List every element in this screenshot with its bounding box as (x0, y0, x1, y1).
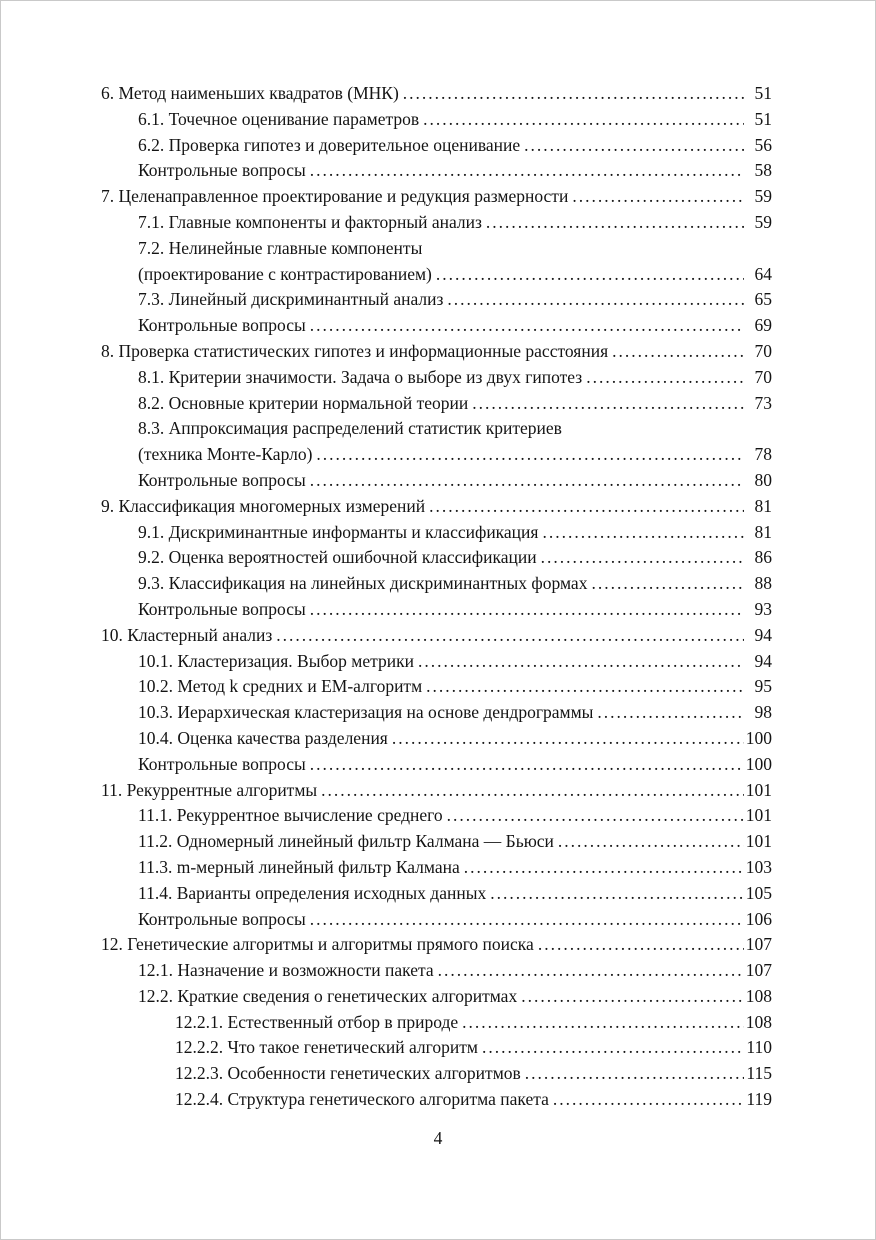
toc-entry (101, 674, 772, 700)
toc-leader-dots (554, 829, 744, 855)
toc-entry-page: 51 (754, 108, 772, 129)
toc-entry (101, 726, 772, 752)
toc-entry-title: 9.3. Классификация на линейных дискриминантных формах (138, 573, 588, 594)
toc-entry-page: 106 (745, 908, 772, 929)
toc-entry-title: 7.3. Линейный дискриминантный анализ (138, 289, 444, 310)
toc-leader-dots (520, 133, 744, 159)
toc-entry-page: 100 (745, 753, 772, 774)
toc-entry (101, 932, 772, 958)
toc-leader-dots (593, 700, 744, 726)
toc-leader-dots (306, 468, 744, 494)
toc-entry-title: (техника Монте-Карло) (138, 444, 313, 465)
toc-leader-dots (422, 674, 744, 700)
toc-entry-title: 7.2. Нелинейные главные компоненты (138, 237, 423, 258)
toc-leader-dots (537, 545, 744, 571)
toc-leader-dots (468, 391, 744, 417)
toc-entry-title: 10.4. Оценка качества разделения (138, 727, 388, 748)
toc-entry-page: 81 (754, 521, 772, 542)
toc-entry (101, 468, 772, 494)
toc-entry-title: 11. Рекуррентные алгоритмы (101, 779, 318, 800)
toc-entry (101, 184, 772, 210)
toc-leader-dots (272, 623, 744, 649)
toc-entry-page: 108 (745, 1011, 772, 1032)
toc-entry-page: 108 (745, 985, 772, 1006)
toc-leader-dots (443, 287, 744, 313)
toc-entry (101, 262, 772, 288)
toc-leader-dots (306, 313, 744, 339)
toc-leader-dots (458, 1010, 744, 1036)
toc-entry-title: 7.1. Главные компоненты и факторный анализ (138, 211, 482, 232)
toc-entry-page: 58 (754, 160, 772, 181)
toc-list (1, 1, 875, 1113)
toc-entry-page: 95 (754, 676, 772, 697)
toc-entry (101, 391, 772, 417)
toc-leader-dots (538, 520, 744, 546)
toc-entry-title: 6. Метод наименьших квадратов (МНК) (101, 83, 399, 103)
toc-entry (101, 700, 772, 726)
toc-entry (101, 133, 772, 159)
toc-entry (101, 494, 772, 520)
toc-entry (101, 313, 772, 339)
toc-entry (101, 984, 772, 1010)
toc-entry-page: 103 (745, 856, 772, 877)
toc-leader-dots (517, 984, 744, 1010)
toc-entry-title: 11.1. Рекуррентное вычисление среднего (138, 805, 443, 826)
toc-entry (101, 855, 772, 881)
toc-entry-title: 8.3. Аппроксимация распределений статистик критериев (138, 418, 562, 439)
toc-entry (101, 907, 772, 933)
toc-entry-page: 59 (754, 211, 772, 232)
toc-entry (101, 442, 772, 468)
toc-entry-title: 10.2. Метод k средних и EM-алгоритм (138, 676, 423, 697)
toc-entry (101, 365, 772, 391)
toc-entry (101, 158, 772, 184)
toc-entry-page: 69 (754, 315, 772, 336)
toc-entry-title: Контрольные вопросы (138, 598, 306, 619)
toc-entry-page: 93 (754, 598, 772, 619)
toc-entry-page: 105 (745, 882, 772, 903)
toc-entry-page: 81 (754, 495, 772, 516)
toc-entry (101, 107, 772, 133)
toc-entry (101, 339, 772, 365)
toc-entry-page: 101 (745, 779, 772, 800)
toc-entry-title: 8. Проверка статистических гипотез и информационные расстояния (101, 340, 609, 361)
page-footer (1, 1125, 875, 1151)
toc-leader-dots (587, 571, 744, 597)
toc-entry-page: 73 (754, 392, 772, 413)
toc-entry-title: Контрольные вопросы (138, 160, 306, 181)
toc-leader-dots (549, 1087, 744, 1113)
toc-leader-dots (486, 881, 744, 907)
toc-leader-dots (317, 778, 744, 804)
toc-entry (101, 958, 772, 984)
toc-entry (101, 1035, 772, 1061)
toc-entry-title: 10. Кластерный анализ (101, 624, 273, 645)
toc-entry-page: 64 (754, 263, 772, 284)
toc-entry-page: 70 (754, 340, 772, 361)
toc-leader-dots (306, 907, 744, 933)
toc-entry-title: Контрольные вопросы (138, 753, 306, 774)
toc-entry (101, 881, 772, 907)
toc-leader-dots (482, 210, 744, 236)
toc-entry-title: 12.2. Краткие сведения о генетических алгоритмах (138, 985, 518, 1006)
toc-leader-dots (521, 1061, 744, 1087)
toc-entry-title: 7. Целенаправленное проектирование и редукция размерности (101, 186, 569, 207)
toc-entry-page: 88 (754, 573, 772, 594)
toc-entry-page: 101 (745, 831, 772, 852)
toc-entry-page: 94 (754, 624, 772, 645)
toc-entry (101, 597, 772, 623)
toc-entry-page: 110 (746, 1037, 772, 1058)
toc-entry (101, 571, 772, 597)
toc-entry-page: 56 (754, 134, 772, 155)
toc-entry (101, 287, 772, 313)
toc-entry-title: 12. Генетические алгоритмы и алгоритмы прямого поиска (101, 934, 534, 955)
toc-entry (101, 1087, 772, 1113)
toc-entry-title: 12.2.3. Особенности генетических алгоритмов (175, 1063, 521, 1084)
toc-entry-title: 10.1. Кластеризация. Выбор метрики (138, 650, 414, 671)
toc-entry (101, 236, 772, 262)
toc-entry-page: 59 (754, 186, 772, 207)
toc-leader-dots (582, 365, 744, 391)
toc-leader-dots (306, 752, 744, 778)
toc-entry-title: Контрольные вопросы (138, 315, 306, 336)
toc-entry-page: 101 (745, 805, 772, 826)
toc-entry (101, 803, 772, 829)
toc-entry-title: 12.2.1. Естественный отбор в природе (175, 1011, 459, 1032)
toc-entry-title: 9. Классификация многомерных измерений (101, 495, 426, 516)
toc-entry-page: 80 (754, 469, 772, 490)
page-number: 4 (433, 1127, 443, 1148)
toc-entry (101, 81, 772, 107)
toc-entry-title: 9.2. Оценка вероятностей ошибочной классификации (138, 547, 537, 568)
toc-entry-title: (проектирование с контрастированием) (138, 263, 432, 284)
toc-entry-page: 100 (745, 727, 772, 748)
toc-entry (101, 752, 772, 778)
toc-entry-title: 6.1. Точечное оценивание параметров (138, 108, 420, 129)
toc-entry-page: 70 (754, 366, 772, 387)
toc-entry (101, 416, 772, 442)
toc-entry-page: 115 (746, 1063, 772, 1084)
toc-leader-dots (434, 958, 744, 984)
toc-leader-dots (419, 107, 744, 133)
toc-entry-title: 9.1. Дискриминантные информанты и классификация (138, 521, 539, 542)
toc-entry-title: 12.2.2. Что такое генетический алгоритм (175, 1037, 478, 1058)
toc-entry-title: 12.2.4. Структура генетического алгоритма пакета (175, 1089, 549, 1110)
toc-entry (101, 545, 772, 571)
toc-entry-title: 8.1. Критерии значимости. Задача о выборе из двух гипотез (138, 366, 583, 387)
toc-leader-dots (414, 649, 744, 675)
toc-entry-page: 98 (754, 702, 772, 723)
toc-entry (101, 829, 772, 855)
toc-entry-page: 119 (746, 1089, 772, 1110)
toc-entry-page: 107 (745, 934, 772, 955)
toc-entry (101, 623, 772, 649)
toc-entry-title: 6.2. Проверка гипотез и доверительное оценивание (138, 134, 521, 155)
toc-entry (101, 1010, 772, 1036)
toc-entry-title: Контрольные вопросы (138, 469, 306, 490)
toc-entry-title: Контрольные вопросы (138, 908, 306, 929)
toc-entry-title: 11.4. Варианты определения исходных данных (138, 882, 487, 903)
toc-leader-dots (432, 262, 744, 288)
toc-entry-title: 11.3. m-мерный линейный фильтр Калмана (138, 856, 460, 877)
toc-entry-title: 12.1. Назначение и возможности пакета (138, 960, 434, 981)
toc-entry-page: 107 (745, 960, 772, 981)
toc-leader-dots (534, 932, 744, 958)
toc-leader-dots (306, 158, 744, 184)
toc-entry-page: 65 (754, 289, 772, 310)
toc-leader-dots (306, 597, 744, 623)
toc-entry-page: 51 (754, 83, 772, 103)
toc-leader-dots (460, 855, 744, 881)
toc-leader-dots (608, 339, 744, 365)
toc-entry (101, 1061, 772, 1087)
toc-entry-page: 94 (754, 650, 772, 671)
toc-entry (101, 649, 772, 675)
toc-leader-dots (399, 81, 744, 107)
toc-entry (101, 778, 772, 804)
toc-leader-dots (443, 803, 744, 829)
toc-entry-page: 86 (754, 547, 772, 568)
toc-entry (101, 520, 772, 546)
toc-leader-dots (425, 494, 744, 520)
toc-leader-dots (568, 184, 744, 210)
toc-entry (101, 210, 772, 236)
toc-entry-title: 8.2. Основные критерии нормальной теории (138, 392, 469, 413)
toc-leader-dots (312, 442, 744, 468)
toc-leader-dots (478, 1035, 744, 1061)
toc-entry-title: 10.3. Иерархическая кластеризация на основе дендрограммы (138, 702, 594, 723)
toc-entry-title: 11.2. Одномерный линейный фильтр Калмана — Бьюси (138, 831, 554, 852)
toc-leader-dots (388, 726, 744, 752)
toc-entry-page: 78 (754, 444, 772, 465)
